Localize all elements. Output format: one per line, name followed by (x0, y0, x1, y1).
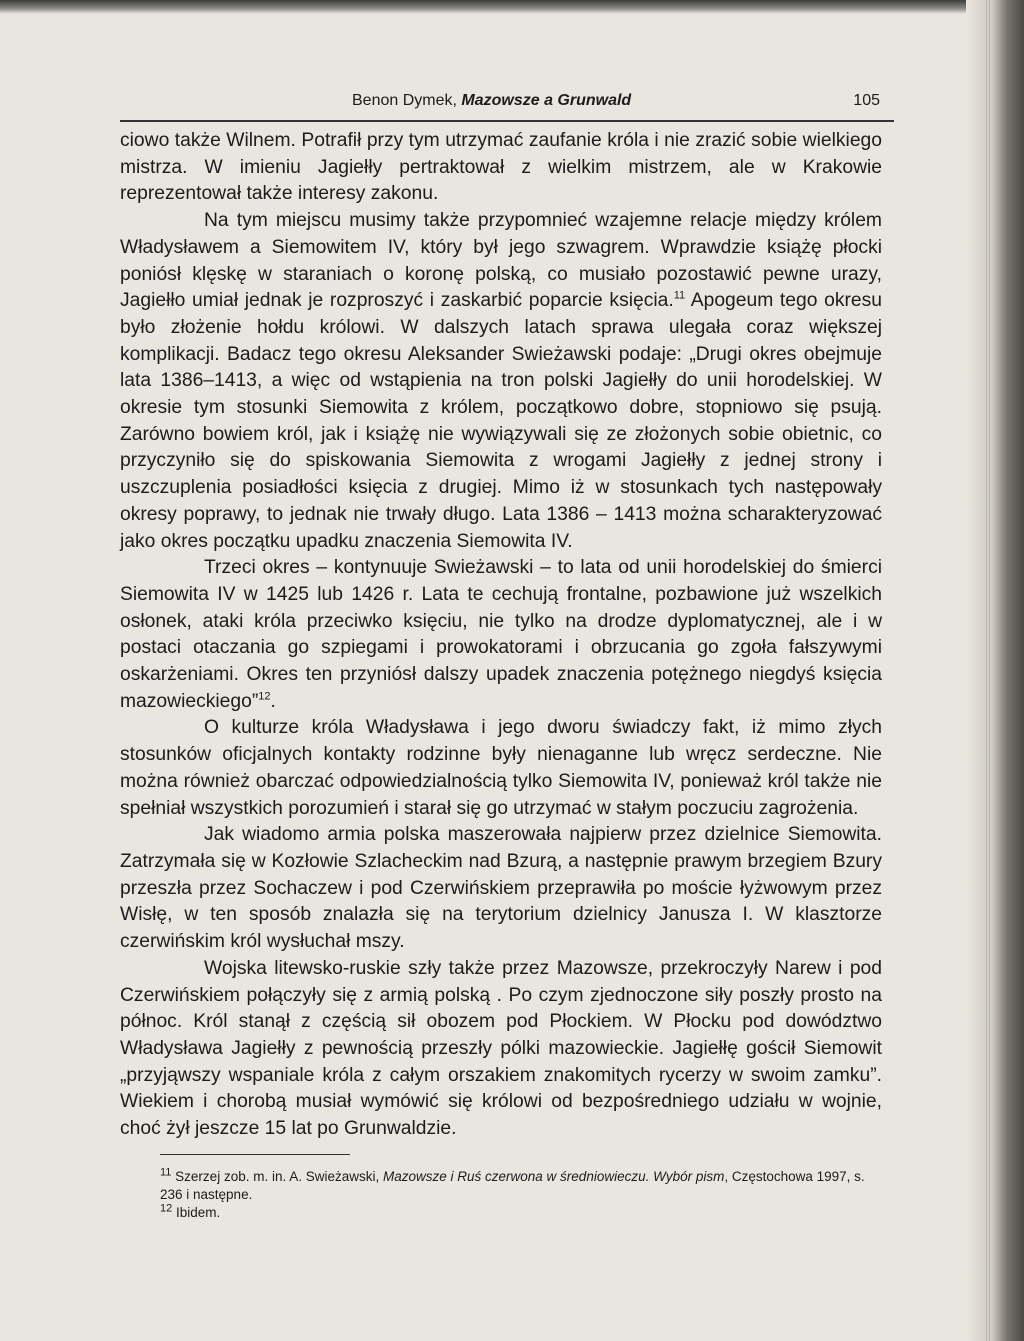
paragraph (120, 715, 882, 822)
paragraph (120, 208, 882, 555)
footnote-text: Ibidem. (172, 1205, 221, 1220)
footnotes (160, 1168, 882, 1222)
paragraph (120, 128, 882, 208)
footnote-mark: 12 (160, 1202, 173, 1215)
paragraph-text: Trzeci okres – kontynuuje Swieżawski – to lata od unii horodelskiej do śmierci Siemowita IV w 1425 lub 1426 r. Lata te cechują frontalne, pozbawione już wszelkich osłonek, ataki króla przeciwko księciu, nie tylko na drodze dyplomatycznej, ale i w postaci otaczania go szpiegami i prowokatorami i obrzucania go zgoła fałszywymi oskarżeniami. Okres ten przyniósł dalszy upadek znaczenia potężnego niegdyś księcia mazowieckiego” (120, 557, 882, 712)
author-name: Benon Dymek, (352, 92, 457, 109)
running-head (352, 92, 880, 116)
book-spine-edge (966, 0, 1024, 1341)
paragraph-text: Jak wiadomo armia polska maszerowała najpierw przez dzielnice Siemowita. Zatrzymała się w Kozłowie Szlacheckim nad Bzurą, a następnie prawym brzegiem Bzury przeszła przez Sochaczew i pod Czerwińskiem przeprawiła po moście łyżwowym przez Wisłę, w ten sposób znalazła się na terytorium dzielnicy Janusza I. W klasztorze czerwińskim król wysłuchał mszy. (120, 824, 882, 953)
paragraph-text: Na tym miejscu musimy także przypomnieć wzajemne relacje między królem Władysławem a Siemowitem IV, który był jego szwagrem. Wprawdzie książę płocki poniósł klęskę w staraniach o koronę polską, co musiało pozostawić pewne urazy, Jagiełło umiał jednak je rozproszyć i zaskarbić poparcie księcia. (120, 210, 882, 312)
paragraph (120, 956, 882, 1143)
footnote-title: Mazowsze i Ruś czerwona w średniowieczu. Wybór pism (383, 1169, 725, 1184)
footnote-text: Szerzej zob. m. in. A. Swieżawski, (171, 1169, 383, 1184)
paragraph-text: O kulturze króla Władysława i jego dworu świadczy fakt, iż mimo złych stosunków oficjalnych kontakty rodzinne były nienaganne lub wręcz serdeczne. Nie można również obarczać odpowiedzialnością tylko Siemowita IV, ponieważ król także nie spełniał wszystkich porozumień i starał się go utrzymać w stałym poczuciu zagrożenia. (120, 717, 882, 819)
footnote-rule (160, 1154, 350, 1155)
footnote-text: , Częstochowa 1997, s. 236 i następne. (160, 1169, 865, 1202)
paragraph-text: Wojska litewsko-ruskie szły także przez Mazowsze, przekroczyły Narew i pod Czerwińskiem połączyły się z armią polską . Po czym zjednoczone siły poszły prosto na północ. Król stanął z częścią sił obozem pod Płockiem. W Płocku pod dowództwo Władysława Jagiełły z pewnością przeszły pólki mazowieckie. Jagiełłę gościł Siemowit „przyjąwszy wspaniale króla z całym orszakiem znakomitych rycerzy w swoim zamku”. Wiekiem i chorobą musiał wymówić się królowi od bezpośredniego udziału w wojnie, choć żył jeszcze 15 lat po Grunwaldzie. (120, 957, 882, 1140)
footnote (160, 1168, 882, 1204)
header-rule (120, 120, 894, 122)
book-title: Mazowsze a Grunwald (461, 92, 632, 109)
body-text (120, 128, 882, 1143)
paragraph (120, 555, 882, 715)
paragraph (120, 822, 882, 956)
footnote-reference: 12 (258, 690, 271, 703)
footnote-reference: 11 (673, 289, 686, 302)
footnote-mark: 11 (160, 1166, 172, 1179)
paragraph-text: ciowo także Wilnem. Potrafił przy tym utrzymać zaufanie króla i nie zrazić sobie wielkiego mistrza. W imieniu Jagiełły pertraktował z wielkim mistrzem, ale w Krakowie reprezentował także interesy zakonu. (120, 130, 882, 205)
paragraph-text: . (270, 690, 276, 712)
footnote (160, 1204, 882, 1222)
page-number: 105 (853, 92, 880, 109)
running-head-author (352, 92, 631, 110)
paragraph-text: Apogeum tego okresu było złożenie hołdu królowi. W dalszych latach sprawa ulegała coraz większej komplikacji. Badacz tego okresu Aleksander Swieżawski podaje: „Drugi okres obejmuje lata 1386–1413, a więc od wstąpienia na tron polski Jagiełły do unii horodelskiej. W okresie tym stosunki Siemowita z królem, początkowo dobre, stopniowo się psują. Zarówno bowiem król, jak i książę nie wywiązywali się ze złożonych sobie obietnic, co przyczyniło się do spiskowania Siemowita z wrogami Jagiełły z jednej strony i uszczuplenia posiadłości księcia z drugiej. Mimo iż w stosunkach tych następowały okresy poprawy, to jednak nie trwały długo. Lata 1386 – 1413 można scharakteryzować jako okres początku upadku znaczenia Siemowita IV. (120, 290, 882, 552)
